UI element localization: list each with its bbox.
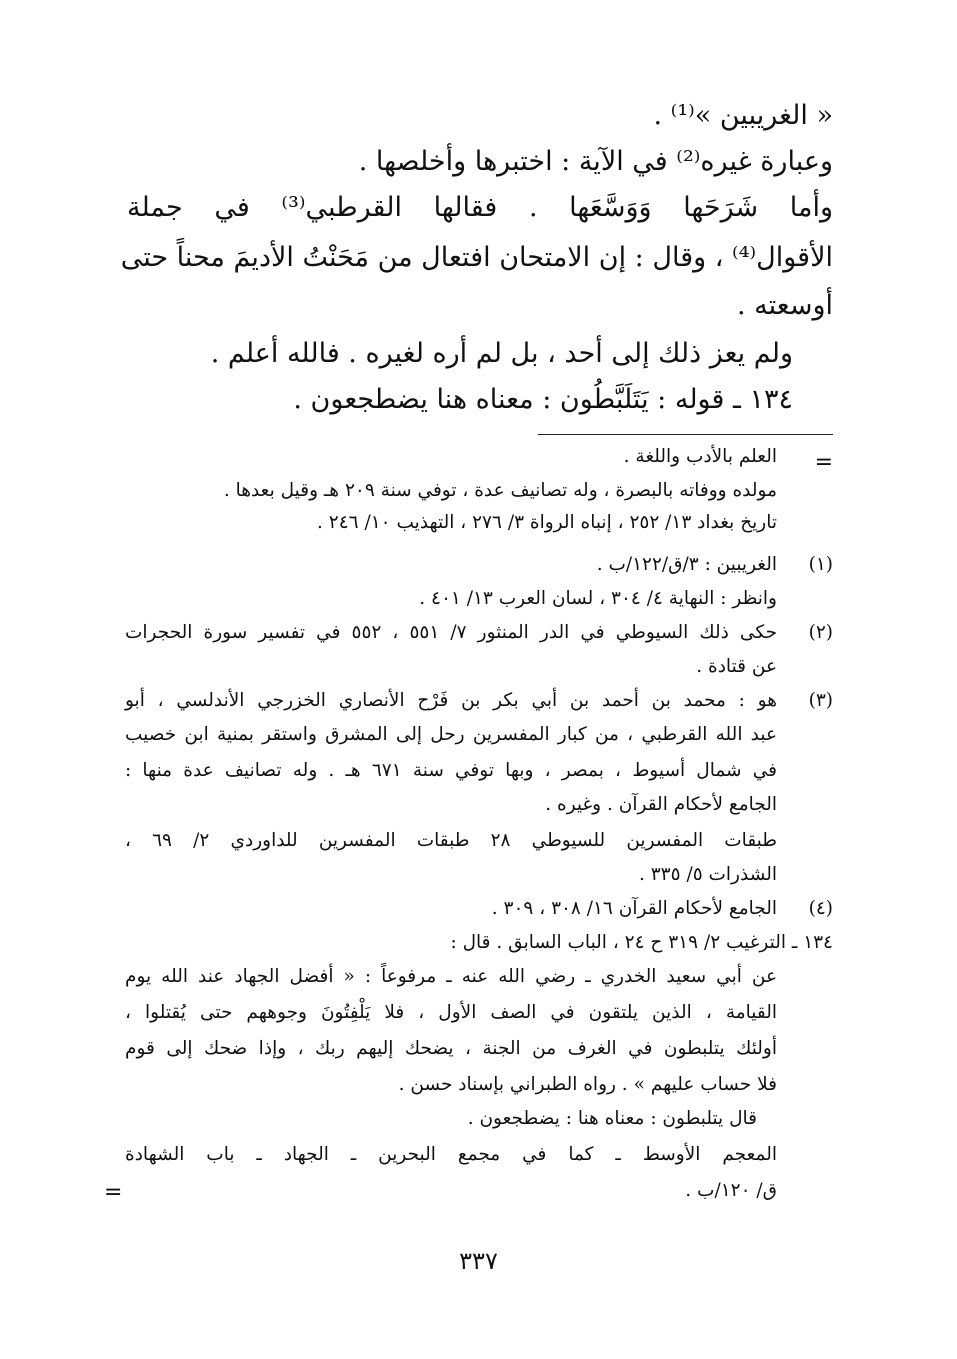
main-line-1: « الغريبين »⁽¹⁾ . bbox=[653, 100, 833, 131]
note-134-line-4: أولئك يتلبطون في الغرف من الجنة ، يضحك إليهم ربك ، وإذا ضحك إلى قوم bbox=[125, 1038, 777, 1059]
page-number: ٣٣٧ bbox=[459, 1247, 498, 1275]
footnote-3-line-4: الجامع لأحكام القرآن . وغيره . bbox=[545, 794, 777, 815]
footnote-3-line-3: في شمال أسيوط ، بمصر ، وبها توفي سنة ٦٧١ هـ . وله تصانيف عدة منها : bbox=[125, 760, 777, 781]
note-134-line-7: المعجم الأوسط ـ كما في مجمع البحرين ـ الجهاد ـ باب الشهادة bbox=[125, 1144, 777, 1165]
footnote-continued-line-2: مولده ووفاته بالبصرة ، وله تصانيف عدة ، توفي سنة ٢٠٩ هـ وقيل بعدها . bbox=[223, 480, 777, 501]
footnote-1-line-2: وانظر : النهاية ٤/ ٣٠٤ ، لسان العرب ١٣/ ٤٠١ . bbox=[419, 588, 777, 609]
note-134-line-5: فلا حساب عليهم » . رواه الطبراني بإسناد حسن . bbox=[398, 1074, 777, 1095]
footnote-3-line-6: الشذرات ٥/ ٣٣٥ . bbox=[638, 864, 777, 885]
footnote-2-line-1: حكى ذلك السيوطي في الدر المنثور ٧/ ٥٥١ ، ٥٥٢ في تفسير سورة الحجرات bbox=[125, 622, 778, 643]
footnote-3-line-2: عبد الله القرطبي ، من كبار المفسرين رحل إلى المشرق واستقر بمنية ابن خصيب bbox=[125, 724, 777, 745]
continuation-mark: = bbox=[814, 450, 833, 475]
footnote-1-number: (١) bbox=[808, 554, 833, 575]
footnote-4-line-1: الجامع لأحكام القرآن ١٦/ ٣٠٨ ، ٣٠٩ . bbox=[491, 898, 777, 919]
main-line-3: وأما شَرَحَها وَوَسَّعَها . فقالها القرطبي⁽³⁾ في جملة bbox=[127, 192, 833, 223]
footnote-2-number: (٢) bbox=[808, 622, 833, 643]
note-134-line-2: عن أبي سعيد الخدري ـ رضي الله عنه ـ مرفوعاً : « أفضل الجهاد عند الله يوم bbox=[125, 966, 777, 987]
footnote-continued-line-3: تاريخ بغداد ١٣/ ٢٥٢ ، إنباه الرواة ٣/ ٢٧٦ ، التهذيب ١٠/ ٢٤٦ . bbox=[317, 512, 777, 533]
main-line-2: وعبارة غيره⁽²⁾ في الآية : اختبرها وأخلصها . bbox=[358, 146, 833, 177]
note-134-line-8: ق/ ١٢٠/ب . bbox=[685, 1180, 777, 1201]
footnote-continued-line-1: العلم بالأدب واللغة . bbox=[623, 446, 777, 467]
footnote-3-line-1: هو : محمد بن أحمد بن أبي بكر بن فَرْح الأنصاري الخزرجي الأندلسي ، أبو bbox=[125, 690, 777, 711]
note-134-line-3: القيامة ، الذين يلتقون في الصف الأول ، فلا يَلْفِتُونَ وجوههم حتى يُقتلوا ، bbox=[125, 1002, 777, 1023]
main-line-6: ولم يعز ذلك إلى أحد ، بل لم أره لغيره . فالله أعلم . bbox=[210, 338, 793, 369]
footnote-separator bbox=[538, 434, 833, 435]
note-134-line-6: قال يتلبطون : معناه هنا : يضطجعون . bbox=[467, 1108, 757, 1129]
footnote-2-line-2: عن قتادة . bbox=[696, 656, 777, 677]
main-line-4: الأقوال⁽⁴⁾ ، وقال : إن الامتحان افتعال من مَحَنْتُ الأديمَ محناً حتى bbox=[120, 242, 833, 273]
footnote-1-line-1: الغريبين : ٣/ق/١٢٢/ب . bbox=[596, 554, 777, 575]
note-134-line-1: ١٣٤ ـ الترغيب ٢/ ٣١٩ ح ٢٤ ، الباب السابق . قال : bbox=[450, 932, 833, 953]
footnote-3-number: (٣) bbox=[808, 690, 833, 711]
footnote-4-number: (٤) bbox=[808, 898, 833, 919]
footnote-3-line-5: طبقات المفسرين للسيوطي ٢٨ طبقات المفسرين للداوردي ٢/ ٦٩ ، bbox=[125, 830, 777, 851]
main-line-7: ١٣٤ ـ قوله : يَتَلَبَّطُون : معناه هنا يضطجعون . bbox=[293, 384, 793, 415]
continuation-mark-end: = bbox=[104, 1180, 123, 1205]
main-line-5: أوسعته . bbox=[737, 290, 833, 321]
